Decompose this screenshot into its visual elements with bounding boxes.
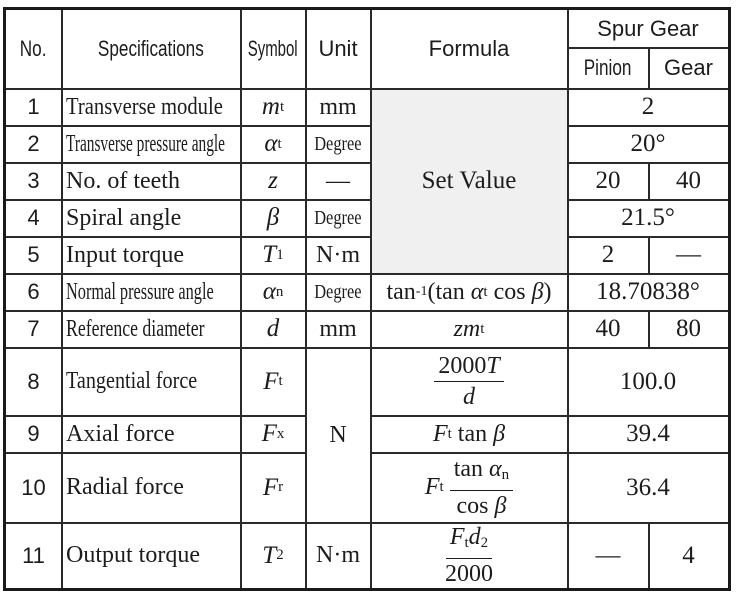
row-1-no: 1 [27, 94, 40, 119]
row-11-symbol: T 2 [262, 541, 284, 569]
header-pinion-label: Pinion [584, 55, 632, 80]
row-4-spec: Spiral angle [66, 204, 182, 231]
divider [648, 47, 650, 89]
divider [567, 236, 728, 238]
row-8-symbol: F t [263, 367, 283, 395]
header-formula-label: Formula [428, 36, 510, 61]
divider [567, 125, 728, 127]
row-7-spec: Reference diameter [66, 315, 205, 342]
divider [567, 199, 728, 201]
row-2-no: 2 [27, 131, 40, 156]
row-3-unit: — [326, 167, 350, 194]
gear-calculation-table [3, 7, 731, 591]
row-6-symbol: α n [262, 278, 284, 305]
row-11-pinion: — [595, 541, 621, 569]
row-9-spec: Axial force [66, 420, 175, 447]
divider [567, 47, 728, 49]
divider [370, 415, 728, 417]
row-8-no: 8 [27, 368, 40, 394]
divider [6, 347, 728, 349]
divider [6, 162, 371, 164]
row-3-gear: 40 [676, 167, 701, 194]
header-no [6, 10, 61, 88]
row-8-value: 100.0 [619, 367, 677, 395]
header-no-label: No. [20, 36, 47, 61]
divider [6, 125, 371, 127]
fraction: $\frac{\tan \alpha_n}{\text{cos β}}$ [450, 455, 513, 521]
row-10-symbol: F r [262, 473, 284, 501]
divider [370, 10, 372, 588]
row-5-no: 5 [27, 242, 40, 267]
row-10-spec: Radial force [66, 474, 184, 500]
header-unit-label: Unit [318, 36, 358, 61]
row-6-value: 18.70838° [596, 278, 700, 305]
row-9-no: 9 [27, 421, 40, 446]
fraction: $\frac{F_td_2}{2000}$ [445, 523, 493, 587]
divider [240, 10, 242, 588]
row-4-no: 4 [27, 205, 40, 230]
divider [6, 199, 371, 201]
row-7-symbol: d [266, 315, 280, 342]
divider [6, 310, 728, 312]
divider [648, 162, 650, 200]
row-1-unit: mm [319, 93, 357, 120]
row-5-symbol: T 1 [262, 241, 284, 268]
row-5-gear: — [676, 241, 701, 268]
row-1-value: 2 [641, 93, 655, 120]
header-spur-gear [568, 10, 728, 47]
header-unit [306, 10, 370, 88]
row-11-spec: Output torque [66, 542, 200, 568]
divider [648, 522, 650, 588]
header-specifications-label: Specifications [98, 36, 204, 61]
divider [6, 522, 728, 524]
divider [305, 10, 307, 588]
row-10-value: 36.4 [626, 473, 670, 501]
header-pinion [568, 48, 648, 88]
row-1-symbol: m t [261, 93, 285, 120]
row-3-pinion: 20 [595, 167, 621, 194]
row-9-value: 39.4 [626, 420, 670, 447]
header-formula [371, 10, 567, 88]
fraction: $\frac{2000T}{d}$ [434, 352, 503, 412]
row-11-gear: 4 [682, 541, 695, 569]
header-specifications [62, 10, 240, 88]
row-6-unit: Degree [314, 280, 362, 303]
row-6-no: 6 [27, 279, 40, 304]
row-6-formula: tan -1 (tan α t cos β ) [386, 278, 552, 305]
row-3-symbol: z [268, 167, 278, 194]
divider [567, 162, 728, 164]
row-9-formula: F t tan β [432, 420, 506, 447]
row-4-unit: Degree [314, 206, 362, 229]
divider [567, 10, 569, 588]
divider [648, 236, 650, 274]
row-10-no: 10 [21, 474, 46, 500]
divider [370, 452, 728, 454]
row-10-formula: F t $\frac{\tan \alpha_n}{\text{cos β}}$ [371, 453, 567, 522]
row-9-symbol: F x [261, 420, 285, 447]
header-symbol-label: Symbol [248, 36, 298, 61]
row-2-symbol: α t [264, 130, 282, 157]
divider [648, 310, 650, 348]
row-7-unit: mm [319, 315, 357, 342]
header-symbol [241, 10, 305, 88]
divider [6, 236, 371, 238]
row-2-unit: Degree [314, 132, 362, 155]
row-5-unit: N·m [316, 241, 360, 268]
divider [6, 415, 306, 417]
row-4-value: 21.5° [621, 204, 675, 231]
header-gear-label: Gear [664, 55, 713, 80]
row-5-pinion: 2 [601, 241, 615, 268]
row-2-value: 20° [630, 130, 666, 157]
row-7-no: 7 [27, 316, 40, 341]
row-7-pinion: 40 [595, 315, 621, 342]
row-2-spec: Transverse pressure angle [66, 130, 225, 157]
header-gear [649, 48, 728, 88]
set-value-label: Set Value [421, 167, 517, 194]
row-3-spec: No. of teeth [66, 167, 180, 194]
divider [6, 88, 728, 90]
divider [61, 10, 63, 588]
row-7-gear: 80 [676, 315, 701, 342]
row-7-formula: zm t [453, 315, 485, 342]
row-11-unit: N·m [316, 542, 360, 568]
row-4-symbol: β [266, 204, 280, 231]
force-unit: N [329, 421, 347, 448]
divider [6, 273, 728, 275]
row-8-formula [371, 348, 567, 415]
row-11-no: 11 [22, 542, 45, 568]
row-5-spec: Input torque [66, 241, 184, 268]
row-8-spec: Tangential force [66, 368, 198, 394]
row-1-spec: Transverse module [66, 93, 223, 120]
row-6-spec: Normal pressure angle [66, 278, 214, 305]
set-value-cell [371, 89, 567, 273]
row-11-formula [371, 523, 567, 588]
divider [6, 452, 306, 454]
header-spur-gear-label: Spur Gear [597, 15, 699, 41]
row-3-no: 3 [27, 168, 40, 193]
